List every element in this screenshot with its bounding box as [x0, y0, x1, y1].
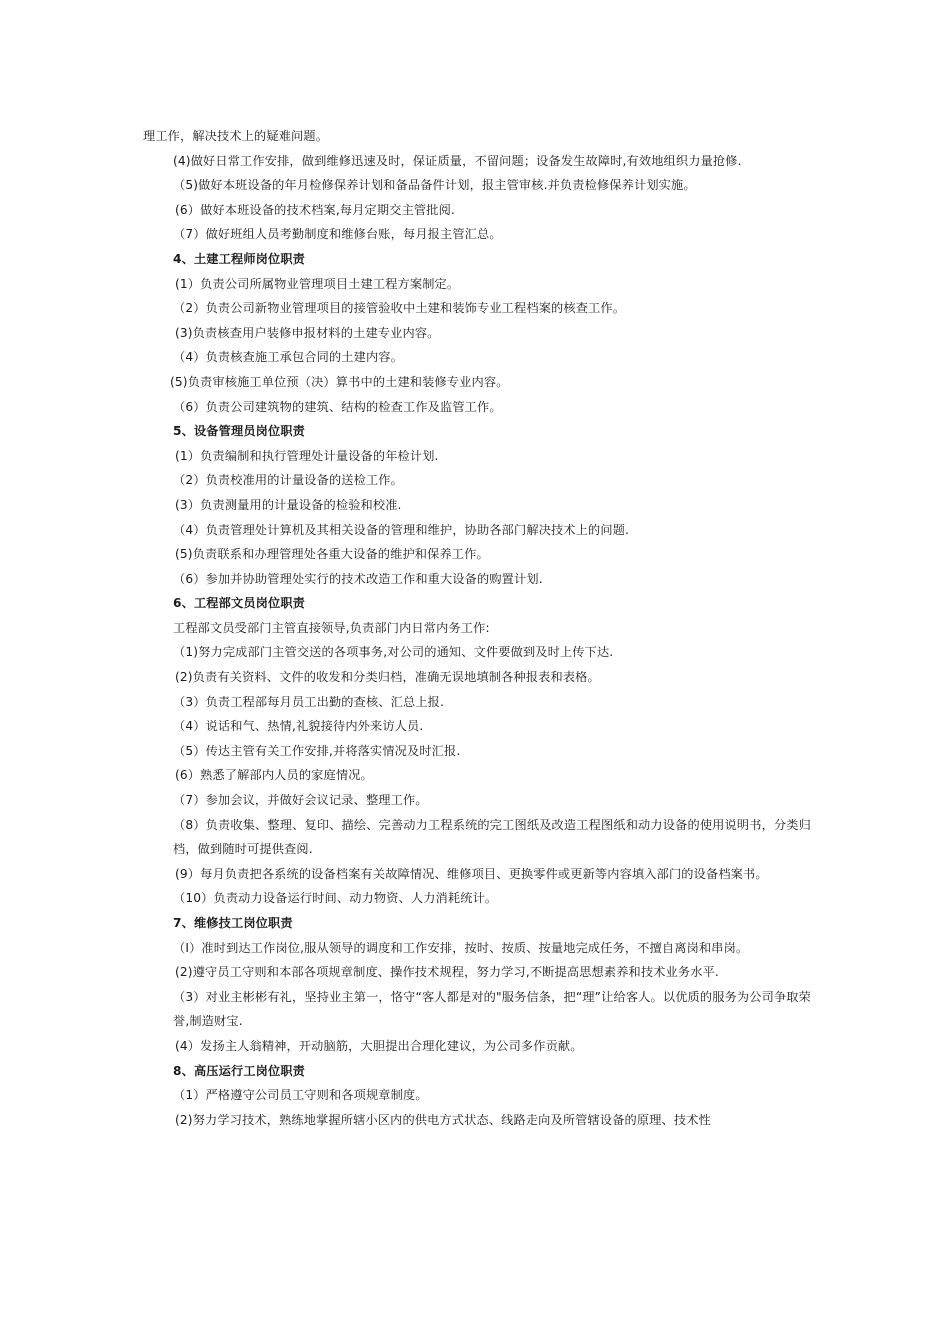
paragraph-line: （4）负责管理处计算机及其相关设备的管理和维护，协助各部门解决技术上的问题. — [173, 522, 630, 537]
paragraph-line: 理工作，解决技术上的疑难问题。 — [143, 129, 329, 143]
paragraph-line: （4）说话和气、热情,礼貌接待内外来访人员. — [173, 719, 424, 734]
section-heading: 8、高压运行工岗位职责 — [173, 1063, 306, 1078]
paragraph-line: (2)负责有关资料、文件的收发和分类归档，准确无误地填制各种报表和表格。 — [175, 670, 600, 685]
paragraph-line: （8）负责收集、整理、复印、描绘、完善动力工程系统的完工图纸及改造工程图纸和动力设备的使用说明书，分类归档，做到随时可提供查阅. — [173, 817, 811, 857]
paragraph-line: （7）做好班组人员考勤制度和维修台账，每月报主管汇总。 — [173, 227, 502, 242]
paragraph-line: （2）负责校准用的计量设备的送检工作。 — [173, 473, 403, 488]
paragraph-line: (6）熟悉了解部内人员的家庭情况。 — [175, 768, 373, 783]
paragraph-line: (3）负责测量用的计量设备的检验和校准. — [175, 497, 402, 512]
paragraph-line: (1）负责编制和执行管理处计量设备的年检计划. — [175, 448, 439, 463]
paragraph-line: (2)努力学习技术，熟练地掌握所辖小区内的供电方式状态、线路走向及所管辖设备的原理、技术性 — [175, 1112, 711, 1127]
section-heading: 7、维修技工岗位职责 — [173, 916, 293, 930]
paragraph-line: （1）严格遵守公司员工守则和各项规章制度。 — [173, 1088, 428, 1103]
paragraph-line: （6）参加并协助管理处实行的技术改造工作和重大设备的购置计划. — [173, 571, 543, 586]
paragraph-line: （7）参加会议，并做好会议记录、整理工作。 — [173, 793, 428, 808]
document-page — [143, 124, 811, 1132]
paragraph-line: （3）对业主彬彬有礼，坚持业主第一，恪守“客人都是对的"服务信条，把“理”让给客人。以优质的服务为公司争取荣誉,制造财宝. — [173, 989, 811, 1029]
section-heading: 5、设备管理员岗位职责 — [173, 424, 306, 439]
paragraph-line: （6）负责公司建筑物的建筑、结构的检查工作及监管工作。 — [173, 399, 502, 414]
paragraph-line: 工程部文员受部门主管直接领导,负责部门内日常内务工作: — [173, 620, 490, 635]
paragraph-line: （10）负责动力设备运行时间、动力物资、人力消耗统计。 — [173, 891, 498, 906]
paragraph-line: (1）负责公司所属物业管理项目土建工程方案制定。 — [175, 276, 460, 291]
paragraph-line: （1)努力完成部门主管交送的各项事务,对公司的通知、文件要做到及时上传下达. — [173, 645, 614, 660]
paragraph-line: （4）负责核查施工承包合同的土建内容。 — [173, 350, 403, 365]
paragraph-line: （I）准时到达工作岗位,服从领导的调度和工作安排，按时、按质、按量地完成任务，不擅自离岗和串岗。 — [173, 940, 749, 955]
paragraph-line: (3)负责核查用户装修申报材料的土建专业内容。 — [175, 325, 440, 340]
paragraph-line: (2)遵守员工守则和本部各项规章制度、操作技术规程，努力学习,不断提高思想素养和技术业务水平. — [175, 965, 719, 980]
paragraph-line: （3）负责工程部每月员工出勤的查核、汇总上报. — [173, 694, 445, 709]
section-heading: 6、工程部文员岗位职责 — [173, 596, 306, 611]
paragraph-line: (6）做好本班设备的技术档案,每月定期交主管批阅. — [175, 202, 455, 217]
paragraph-line: （5)做好本班设备的年月检修保养计划和备品备件计划，报主管审核.并负责检修保养计划实施。 — [173, 178, 696, 193]
paragraph-line: (9）每月负责把各系统的设备档案有关故障情况、维修项目、更换零件或更新等内容填入部门的设备档案书。 — [175, 866, 768, 881]
paragraph-line: （5）传达主管有关工作安排,并将落实情况及时汇报. — [173, 743, 461, 758]
paragraph-line: (5)负责审核施工单位预（决）算书中的土建和装修专业内容。 — [170, 374, 509, 389]
section-heading: 4、土建工程师岗位职责 — [173, 251, 306, 266]
paragraph-line: (5)负责联系和办理管理处各重大设备的维护和保养工作。 — [175, 547, 489, 562]
paragraph-line: (4)做好日常工作安排，做到维修迅速及时，保证质量，不留问题；设备发生故障时,有效地组织力量抢修. — [173, 153, 742, 168]
paragraph-line: (4）发扬主人翁精神，开动脑筋，大胆提出合理化建议，为公司多作贡献。 — [175, 1038, 583, 1053]
paragraph-line: （2）负责公司新物业管理项目的接管验收中土建和装饰专业工程档案的核查工作。 — [173, 301, 626, 316]
